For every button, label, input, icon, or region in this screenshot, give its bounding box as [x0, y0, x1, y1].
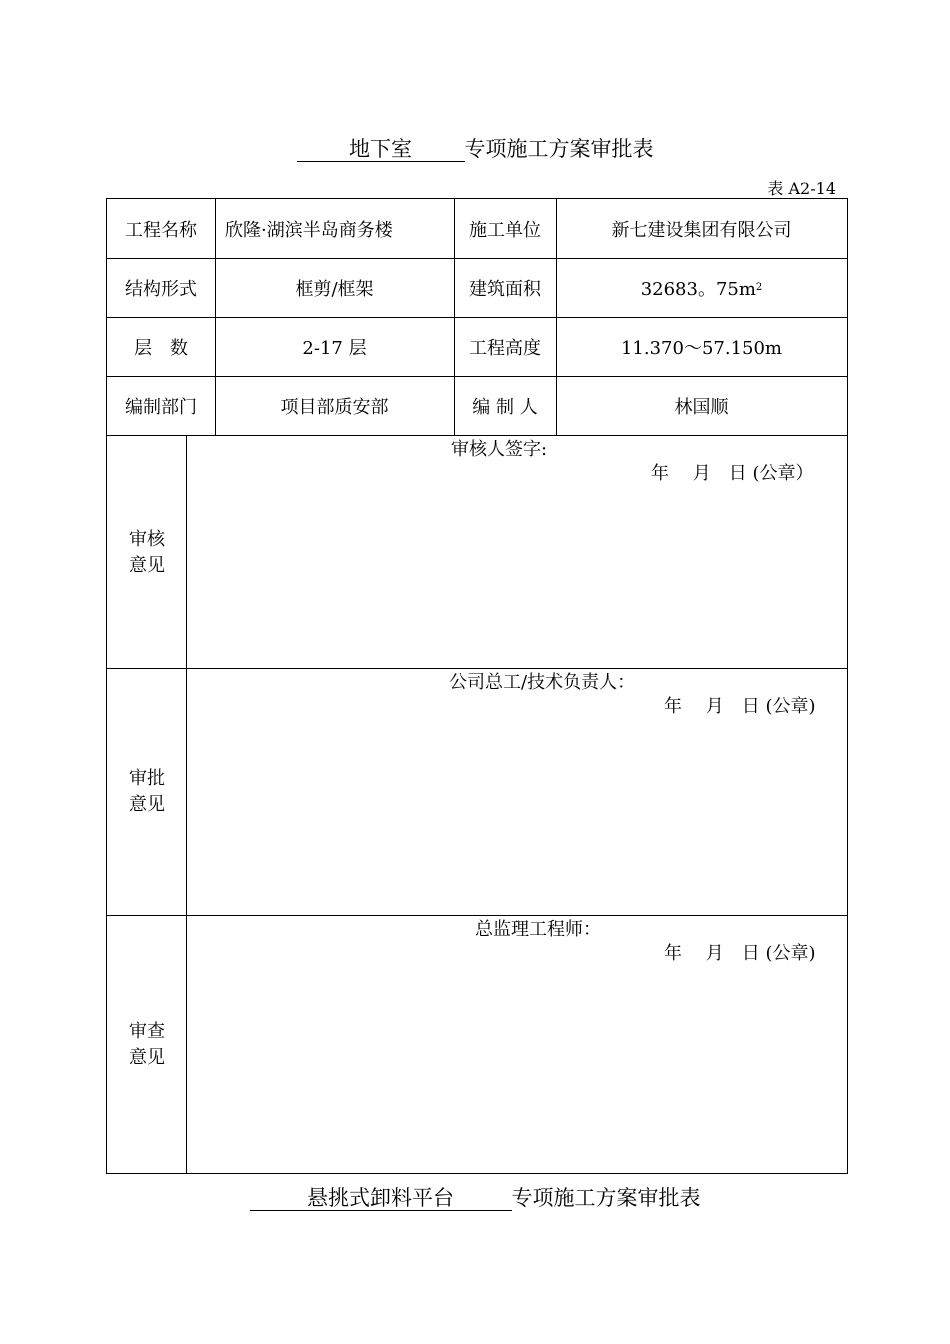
- inspection-date-seal: 年 月 日 (公章): [664, 943, 816, 964]
- value-prepared-dept: 项目部质安部: [280, 396, 389, 418]
- title-text: 专项施工方案审批表: [464, 137, 654, 161]
- approval-date-seal: 年 月 日 (公章): [664, 696, 816, 717]
- label-project-name: 工程名称: [125, 219, 197, 241]
- label-prepared-dept: 编制部门: [125, 396, 197, 418]
- label-building-area: 建筑面积: [469, 278, 541, 300]
- chief-supervisor-signature-line: 总监理工程师：: [475, 919, 601, 940]
- page-title: [0, 137, 950, 162]
- building-area-unit-exponent: 2: [755, 282, 763, 293]
- label-contractor: 施工单位: [469, 219, 541, 241]
- next-page-title: [0, 1186, 950, 1211]
- label-project-height: 工程高度: [469, 337, 541, 359]
- label-structure-type: 结构形式: [125, 278, 197, 300]
- building-area-number: 32683。75m: [640, 278, 756, 300]
- value-contractor: 新七建设集团有限公司: [611, 219, 792, 241]
- value-structure-type: 框剪/框架: [295, 278, 374, 300]
- label-floors: 层 数: [134, 337, 188, 359]
- section-inspection-label: 审查 意见: [129, 1021, 165, 1068]
- review-date-seal: 年 月 日 (公章）: [651, 463, 814, 484]
- label-prepared-by: 编 制 人: [472, 396, 538, 418]
- title-text: 专项施工方案审批表: [511, 1186, 701, 1210]
- value-project-name: 欣隆·湖滨半岛商务楼: [225, 219, 393, 241]
- value-building-area: [556, 258, 847, 317]
- section-approval-label: 审批 意见: [129, 768, 165, 815]
- form-number: 表 A2-14: [767, 179, 836, 198]
- value-floors: 2-17 层: [302, 337, 367, 359]
- reviewer-signature-line: 审核人签字:: [451, 439, 548, 460]
- title-underlined-project-part: 地下室: [297, 137, 465, 162]
- value-project-height: 11.370～57.150m: [620, 337, 783, 359]
- approval-table: [106, 198, 848, 1174]
- section-review-label: 审核 意见: [129, 529, 165, 576]
- value-prepared-by: 林国顺: [674, 396, 729, 418]
- title-underlined-project-part: 悬挑式卸料平台: [250, 1186, 512, 1211]
- chief-engineer-signature-line: 公司总工/技术负责人：: [449, 672, 636, 693]
